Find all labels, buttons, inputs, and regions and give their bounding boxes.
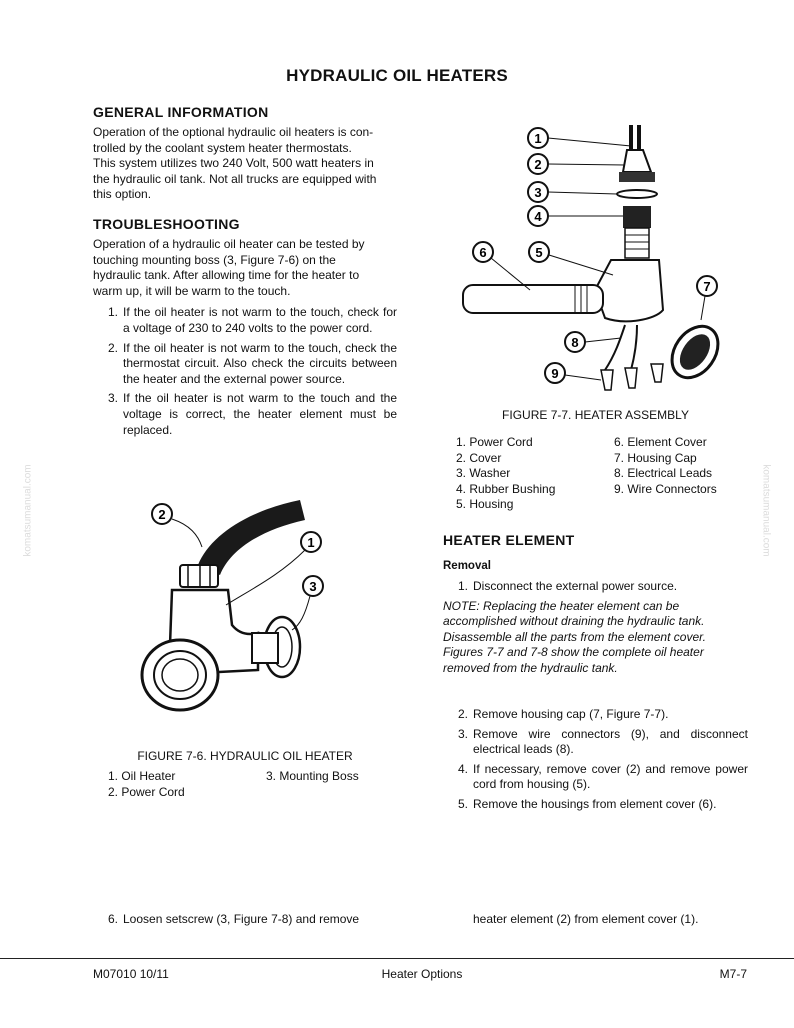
text-line: the hydraulic oil tank. Not all trucks are equipped with [93, 171, 377, 186]
step-number: 5. [458, 796, 469, 811]
callout-9: 9 [551, 366, 559, 381]
step-number: 2. [458, 707, 469, 721]
removal-step-1 [458, 579, 748, 595]
step-text: Loosen setscrew (3, Figure 7-8) and remove [123, 912, 360, 926]
callout-1: 1 [534, 131, 542, 146]
cover-part [623, 150, 651, 172]
figure-7-7-caption: FIGURE 7-7. HEATER ASSEMBLY [502, 408, 689, 422]
footer-section-name: Heater Options [381, 967, 463, 981]
troubleshooting-intro [93, 237, 397, 299]
callout-label: 3 [309, 579, 317, 594]
footer-divider [0, 958, 794, 959]
general-information-section [93, 104, 397, 203]
removal-steps [458, 707, 748, 817]
text-line: Operation of a hydraulic oil heater can be tested by [93, 237, 365, 251]
legend-item: 8. Electrical Leads [614, 466, 713, 481]
text-line: This system utilizes two 240 Volt, 500 watt heaters in [93, 156, 374, 171]
list-item [108, 341, 397, 388]
step-text: Remove the housings from element cover (6). [473, 796, 717, 811]
figure-7-6-caption: FIGURE 7-6. HYDRAULIC OIL HEATER [137, 749, 353, 763]
note-line: Figures 7-7 and 7-8 show the complete oil heater [443, 645, 704, 660]
note-line: NOTE: Replacing the heater element can be [443, 598, 680, 613]
removal-subheading: Removal [443, 560, 491, 572]
troubleshooting-steps [108, 305, 397, 438]
list-item [108, 305, 397, 336]
text-line: touching mounting boss (3, Figure 7-6) on the [93, 252, 336, 267]
watermark-right: komatsumanual.com [760, 464, 772, 557]
text-line: warm up, it will be warm to the touch. [93, 283, 291, 298]
step-text: If the oil heater is not warm to the touch and the voltage is correct, the heater element must be replaced. [123, 391, 397, 437]
callout-6: 6 [479, 245, 487, 260]
step-6-start [108, 912, 397, 932]
fitting-nut [180, 565, 218, 587]
step-text: If the oil heater is not warm to the touch, check for a voltage of 230 to 240 volts to the power cord. [123, 305, 397, 335]
legend-item: 1. Power Cord [456, 435, 533, 449]
rubber-bushing-part [623, 206, 651, 228]
figure-7-6-legend-col1 [108, 769, 268, 800]
list-item [108, 912, 397, 928]
callout-7: 7 [703, 279, 711, 294]
figure-7-6-legend-col2 [266, 769, 406, 785]
text-line: trolled by the coolant system heater thermostats. [93, 140, 352, 155]
figure-7-7-legend-col2 [614, 435, 754, 497]
step-number: 4. [458, 761, 469, 776]
wire-connector [625, 368, 637, 388]
legend-item: 3. Mounting Boss [266, 769, 359, 783]
legend-item: 5. Housing [456, 497, 514, 512]
list-item [458, 727, 748, 758]
step-number: 3. [458, 726, 469, 741]
general-information-text [93, 125, 397, 203]
step-text: Remove wire connectors (9), and disconnect electrical leads (8). [473, 726, 748, 757]
list-item [458, 707, 748, 723]
step-text: Remove housing cap (7, Figure 7-7). [473, 707, 669, 721]
note-line: removed from the hydraulic tank. [443, 660, 618, 675]
watermark-left: komatsumanual.com [22, 464, 34, 557]
figure-7-7-legend-col1 [456, 435, 616, 513]
legend-item: 6. Element Cover [614, 435, 707, 449]
step-number: 1. [108, 305, 119, 320]
footer-document-id: M07010 10/11 [93, 967, 169, 981]
callout-label: 2 [158, 507, 166, 522]
step-6-continuation: heater element (2) from element cover (1). [473, 912, 699, 926]
list-item [458, 762, 748, 793]
removal-note [443, 599, 748, 677]
text-line: this option. [93, 187, 152, 202]
note-line: accomplished without draining the hydraulic tank. [443, 614, 705, 629]
callout-5: 5 [535, 245, 543, 260]
legend-item: 4. Rubber Bushing [456, 481, 556, 496]
callout-4: 4 [534, 209, 542, 224]
wire-connector [651, 364, 663, 382]
housing-part [595, 260, 663, 321]
callout-label: 1 [307, 535, 315, 550]
callout-8: 8 [571, 335, 579, 350]
element-cover-part [463, 285, 603, 313]
footer-page-number: M7-7 [719, 967, 747, 981]
legend-item: 7. Housing Cap [614, 450, 697, 465]
troubleshooting-heading: TROUBLESHOOTING [93, 216, 240, 232]
list-item [458, 797, 748, 813]
troubleshooting-section [93, 216, 397, 442]
heater-element-section [443, 532, 748, 677]
heater-element-heading: HEATER ELEMENT [443, 532, 575, 548]
callout-2: 2 [534, 157, 542, 172]
list-item [458, 579, 748, 595]
legend-item: 9. Wire Connectors [614, 481, 717, 496]
washer-part [617, 190, 657, 198]
heater-assembly-illustration [455, 120, 735, 400]
step-number: 3. [108, 391, 119, 406]
text-line: hydraulic tank. After allowing time for the heater to [93, 268, 360, 283]
legend-item: 1. Oil Heater [108, 769, 176, 783]
general-information-heading: GENERAL INFORMATION [93, 104, 269, 120]
hydraulic-oil-heater-illustration [140, 495, 340, 735]
step-text: If necessary, remove cover (2) and remove power cord from housing (5). [473, 761, 748, 792]
wire-connector [601, 370, 613, 390]
step-text: If the oil heater is not warm to the touch, check the thermostat circuit. Also check the circuits between the heater and the external power source. [123, 340, 397, 386]
text-line: Operation of the optional hydraulic oil heaters is con- [93, 125, 374, 139]
list-item [108, 391, 397, 438]
step-number: 1. [458, 579, 469, 593]
step-number: 6. [108, 912, 119, 926]
legend-item: 2. Power Cord [108, 784, 185, 799]
callout-3: 3 [534, 185, 542, 200]
note-line: Disassemble all the parts from the element cover. [443, 629, 706, 644]
legend-item: 2. Cover [456, 450, 502, 465]
step-number: 2. [108, 340, 119, 355]
step-text: Disconnect the external power source. [473, 579, 678, 593]
page-title: HYDRAULIC OIL HEATERS [286, 66, 508, 85]
legend-item: 3. Washer [456, 466, 511, 481]
